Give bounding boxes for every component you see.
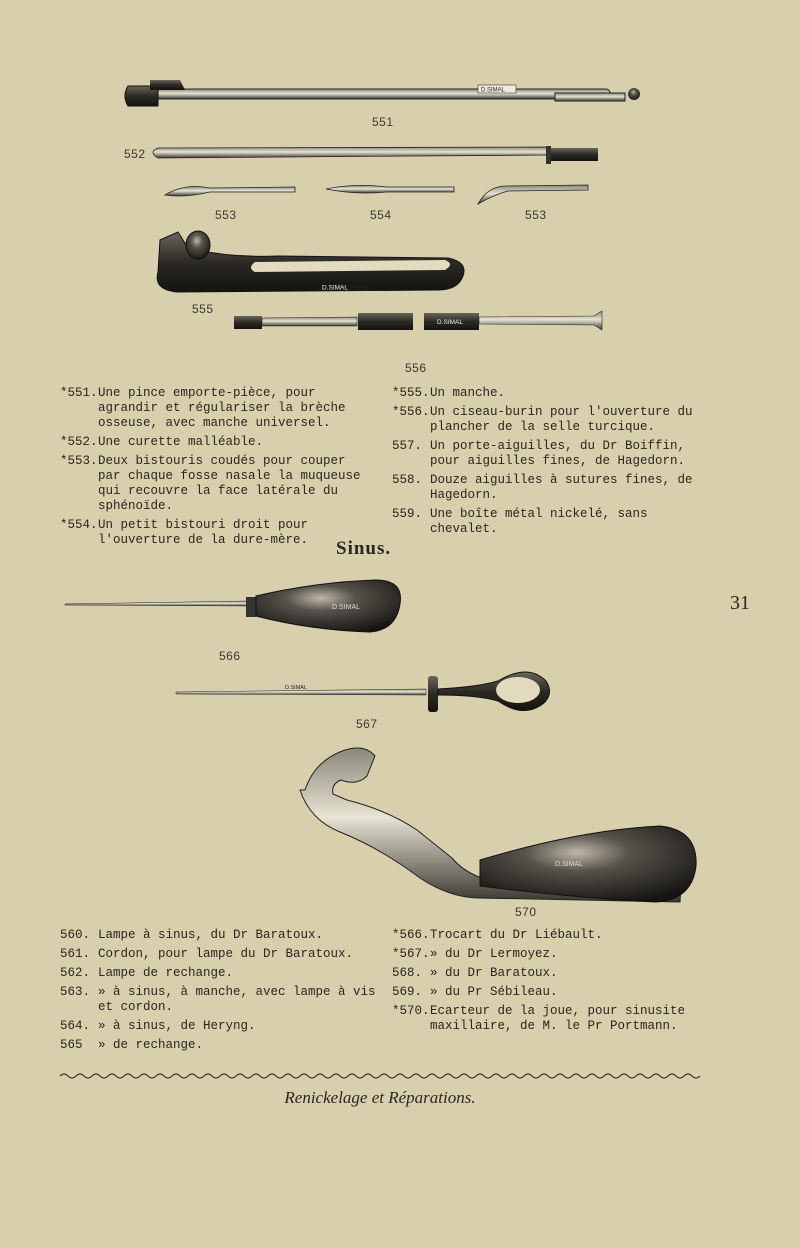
instrument-554-knife	[326, 185, 454, 193]
instrument-570-retractor	[300, 748, 696, 902]
catalog-entry	[392, 507, 710, 537]
catalog-entry	[60, 966, 378, 981]
entry-text: Deux bistouris coudés pour couper par chaque fosse nasale la muqueuse qui recouvre la face latérale du sphénoïde.	[98, 454, 361, 513]
catalog-entry	[60, 1019, 378, 1034]
instrument-553-knife-left	[165, 187, 295, 196]
catalog-entry	[392, 386, 710, 401]
entry-code: *567.	[392, 947, 430, 961]
catalog-entry	[392, 985, 710, 1000]
entry-code: 562.	[60, 966, 91, 980]
figure-number-556: 556	[405, 361, 427, 375]
entry-code: *570.	[392, 1004, 430, 1018]
entry-text: » à sinus, à manche, avec lampe à vis et cordon.	[98, 985, 376, 1014]
entry-text: Une curette malléable.	[98, 435, 264, 449]
figure-number-551: 551	[372, 115, 394, 129]
instrument-567-trocar	[176, 672, 550, 712]
entry-code: 557.	[392, 439, 423, 453]
catalog-entry	[392, 1004, 710, 1034]
maker-mark: D.SIMAL	[285, 685, 308, 691]
figure-number-567: 567	[356, 717, 378, 731]
entry-code: *554.	[60, 518, 98, 532]
entry-text: » du Dr Lermoyez.	[430, 947, 558, 961]
figure-number-553-left: 553	[215, 208, 237, 222]
entry-text: Lampe à sinus, du Dr Baratoux.	[98, 928, 324, 942]
figure-number-554: 554	[370, 208, 392, 222]
entry-text: Un ciseau-burin pour l'ouverture du plancher de la selle turcique.	[430, 405, 693, 434]
entry-code: *556.	[392, 405, 430, 419]
entry-text: Un manche.	[430, 386, 506, 400]
footer-text: Renickelage et Réparations.	[284, 1088, 476, 1107]
entry-code: *551.	[60, 386, 98, 400]
maker-mark: D.SIMAL	[437, 319, 464, 326]
entry-text: Cordon, pour lampe du Dr Baratoux.	[98, 947, 354, 961]
entry-text: » à sinus, de Heryng.	[98, 1019, 256, 1033]
catalog-entry	[392, 928, 710, 943]
entry-text: » de rechange.	[98, 1038, 204, 1052]
catalog-entry	[60, 985, 378, 1015]
entry-text: Lampe de rechange.	[98, 966, 234, 980]
figure-number-553-right: 553	[525, 208, 547, 222]
entry-code: *555.	[392, 386, 430, 400]
instrument-556-chisel	[234, 311, 602, 330]
catalog-list-bottom-left	[60, 928, 378, 1057]
figure-number-552: 552	[124, 147, 146, 161]
maker-mark: D.SIMAL	[332, 604, 361, 611]
entry-text: Un porte-aiguilles, du Dr Boiffin, pour aiguilles fines, de Hagedorn.	[430, 439, 686, 468]
entry-text: Trocart du Dr Liébault.	[430, 928, 603, 942]
catalog-list-top-left	[60, 386, 372, 552]
instrument-551-punch	[125, 80, 640, 106]
catalog-entry	[392, 966, 710, 981]
maker-mark: D.SIMAL	[555, 861, 584, 868]
entry-text: » du Dr Baratoux.	[430, 966, 558, 980]
instrument-555-handle	[157, 231, 464, 292]
catalog-entry	[60, 386, 372, 431]
catalog-entry	[60, 518, 372, 548]
entry-text: Ecarteur de la joue, pour sinusite maxillaire, de M. le Pr Portmann.	[430, 1004, 686, 1033]
entry-code: *552.	[60, 435, 98, 449]
instrument-552-curette	[153, 146, 598, 164]
entry-code: 569.	[392, 985, 423, 999]
instrument-566-trocar	[65, 580, 401, 632]
entry-code: 563.	[60, 985, 91, 999]
entry-code: 559.	[392, 507, 423, 521]
entry-text: Un petit bistouri droit pour l'ouverture de la dure-mère.	[98, 518, 309, 547]
entry-code: 564.	[60, 1019, 91, 1033]
page-number: 31	[730, 592, 750, 614]
wavy-divider	[60, 1074, 700, 1078]
entry-code: 568.	[392, 966, 423, 980]
entry-code: *566.	[392, 928, 430, 942]
catalog-entry	[60, 435, 372, 450]
entry-code: *553.	[60, 454, 98, 468]
figure-number-566: 566	[219, 649, 241, 663]
catalog-entry	[392, 947, 710, 962]
entry-code: 560.	[60, 928, 91, 942]
maker-mark: D.SIMAL	[322, 284, 349, 292]
entry-code: 558.	[392, 473, 423, 487]
catalog-entry	[392, 439, 710, 469]
entry-code: 565	[60, 1038, 83, 1052]
entry-text: Une pince emporte-pièce, pour agrandir et régulariser la brèche osseuse, avec manche universel.	[98, 386, 346, 430]
catalog-entry	[60, 454, 372, 514]
entry-text: » du Pr Sébileau.	[430, 985, 558, 999]
entry-text: Une boîte métal nickelé, sans chevalet.	[430, 507, 648, 536]
maker-mark: D.SIMAL	[481, 87, 506, 94]
entry-text: Douze aiguilles à sutures fines, de Hagedorn.	[430, 473, 693, 502]
catalog-entry	[60, 928, 378, 943]
figure-number-570: 570	[515, 905, 537, 919]
catalog-entry	[60, 947, 378, 962]
figure-number-555: 555	[192, 302, 214, 316]
catalog-list-top-right	[392, 386, 710, 541]
catalog-list-bottom-right	[392, 928, 710, 1038]
entry-code: 561.	[60, 947, 91, 961]
catalog-entry	[392, 405, 710, 435]
catalog-entry	[392, 473, 710, 503]
instrument-553-knife-right	[478, 185, 588, 204]
section-title: Sinus.	[336, 538, 392, 559]
catalog-entry	[60, 1038, 378, 1053]
